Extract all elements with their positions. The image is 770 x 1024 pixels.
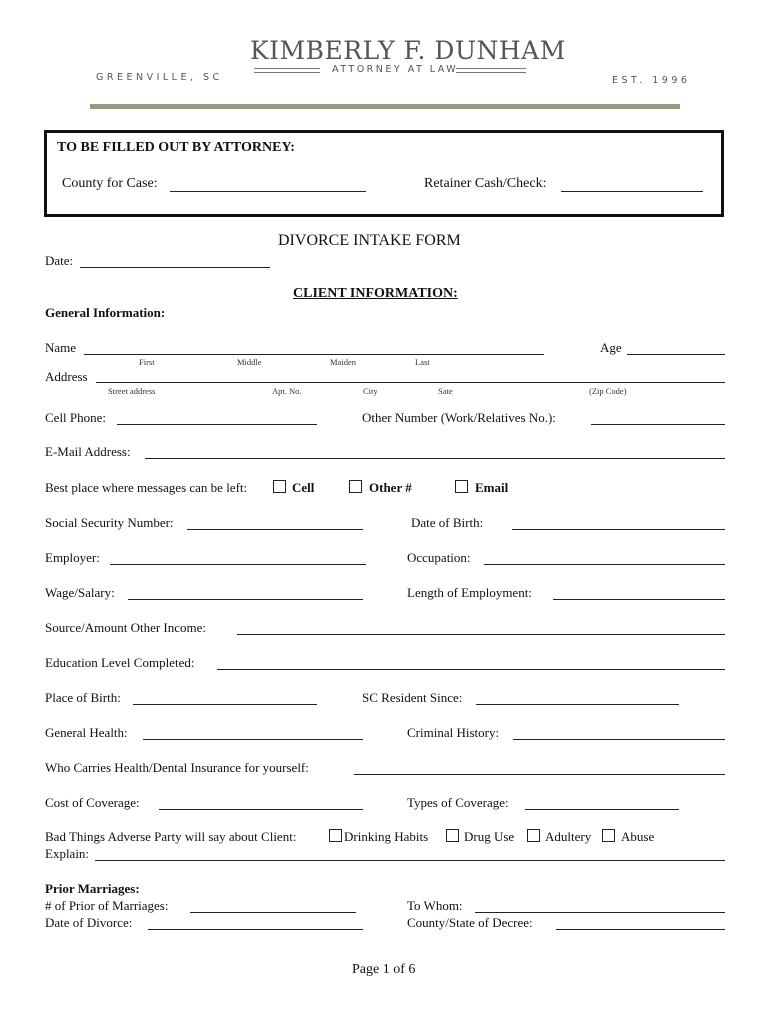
prior-count-field[interactable] [190, 912, 356, 913]
to-whom-field[interactable] [475, 912, 725, 913]
name-label: Name [45, 340, 77, 355]
client-info-title: CLIENT INFORMATION: [293, 286, 458, 301]
date-divorce-label: Date of Divorce: [45, 915, 133, 930]
firm-subtitle: ATTORNEY AT LAW [332, 64, 459, 75]
drug-checkbox[interactable] [446, 829, 459, 842]
name-hint-first: First [139, 357, 155, 367]
ssn-field[interactable] [187, 529, 363, 530]
abuse-option-label: Abuse [621, 829, 655, 844]
age-label: Age [600, 340, 622, 355]
length-employment-field[interactable] [553, 599, 725, 600]
firm-established: EST. 1996 [612, 75, 691, 86]
drinking-option-label: Drinking Habits [344, 829, 429, 844]
address-field[interactable] [96, 382, 725, 383]
header-rule-left-2 [254, 72, 320, 73]
employer-label: Employer: [45, 550, 100, 565]
address-hint-state: Sate [438, 386, 453, 396]
drug-option-label: Drug Use [464, 829, 515, 844]
age-field[interactable] [627, 354, 725, 355]
header-rule-right [456, 68, 526, 69]
prior-marriages-title: Prior Marriages: [45, 881, 140, 896]
wage-label: Wage/Salary: [45, 585, 115, 600]
adultery-checkbox[interactable] [527, 829, 540, 842]
attorney-box-title: TO BE FILLED OUT BY ATTORNEY: [57, 140, 295, 155]
county-decree-field[interactable] [556, 929, 725, 930]
date-label: Date: [45, 253, 74, 268]
cell-phone-label: Cell Phone: [45, 410, 107, 425]
address-hint-street: Street address [108, 386, 156, 396]
cell-checkbox[interactable] [273, 480, 286, 493]
retainer-label: Retainer Cash/Check: [424, 176, 547, 191]
email-label: E-Mail Address: [45, 444, 131, 459]
sc-resident-label: SC Resident Since: [362, 690, 463, 705]
sc-resident-field[interactable] [476, 704, 679, 705]
general-info-label: General Information: [45, 305, 166, 320]
abuse-checkbox[interactable] [602, 829, 615, 842]
dob-label: Date of Birth: [411, 515, 484, 530]
wage-field[interactable] [128, 599, 363, 600]
prior-count-label: # of Prior of Marriages: [45, 898, 169, 913]
other-checkbox[interactable] [349, 480, 362, 493]
name-hint-last: Last [415, 357, 430, 367]
address-hint-zip: (Zip Code) [589, 386, 627, 396]
general-health-field[interactable] [143, 739, 363, 740]
drinking-checkbox[interactable] [329, 829, 342, 842]
other-number-field[interactable] [591, 424, 725, 425]
general-health-label: General Health: [45, 725, 128, 740]
firm-location: GREENVILLE, SC [96, 72, 223, 83]
types-coverage-field[interactable] [525, 809, 679, 810]
form-title: DIVORCE INTAKE FORM [278, 232, 461, 249]
county-label: County for Case: [62, 176, 158, 191]
retainer-field[interactable] [561, 191, 703, 192]
criminal-history-label: Criminal History: [407, 725, 500, 740]
other-option-label: Other # [369, 480, 412, 495]
place-of-birth-label: Place of Birth: [45, 690, 121, 705]
employer-field[interactable] [110, 564, 366, 565]
firm-name: KIMBERLY F. DUNHAM [250, 36, 566, 65]
to-whom-label: To Whom: [407, 898, 463, 913]
county-decree-label: County/State of Decree: [407, 915, 533, 930]
header-rule-left [254, 68, 320, 69]
date-divorce-field[interactable] [148, 929, 363, 930]
length-employment-label: Length of Employment: [407, 585, 532, 600]
education-label: Education Level Completed: [45, 655, 195, 670]
name-hint-middle: Middle [237, 357, 262, 367]
place-of-birth-field[interactable] [133, 704, 317, 705]
cell-phone-field[interactable] [117, 424, 317, 425]
address-hint-city: City [363, 386, 378, 396]
email-checkbox[interactable] [455, 480, 468, 493]
ssn-label: Social Security Number: [45, 515, 174, 530]
cost-coverage-field[interactable] [159, 809, 363, 810]
dob-field[interactable] [512, 529, 725, 530]
header-rule-right-2 [456, 72, 526, 73]
adultery-option-label: Adultery [545, 829, 592, 844]
cost-coverage-label: Cost of Coverage: [45, 795, 140, 810]
email-field[interactable] [145, 458, 725, 459]
address-label: Address [45, 369, 88, 384]
name-hint-maiden: Maiden [330, 357, 356, 367]
explain-field[interactable] [95, 860, 725, 861]
occupation-field[interactable] [484, 564, 725, 565]
page-number: Page 1 of 6 [352, 962, 416, 977]
best-place-label: Best place where messages can be left: [45, 480, 248, 495]
header-divider [90, 104, 680, 109]
explain-label: Explain: [45, 846, 90, 861]
email-option-label: Email [475, 480, 509, 495]
insurance-field[interactable] [354, 774, 725, 775]
other-number-label: Other Number (Work/Relatives No.): [362, 410, 556, 425]
cell-option-label: Cell [292, 480, 315, 495]
address-hint-apt: Apt. No. [272, 386, 302, 396]
name-field[interactable] [84, 354, 544, 355]
occupation-label: Occupation: [407, 550, 471, 565]
bad-things-label: Bad Things Adverse Party will say about Client: [45, 829, 297, 844]
education-field[interactable] [217, 669, 725, 670]
insurance-label: Who Carries Health/Dental Insurance for yourself: [45, 760, 309, 775]
county-field[interactable] [170, 191, 366, 192]
other-income-label: Source/Amount Other Income: [45, 620, 207, 635]
criminal-history-field[interactable] [513, 739, 725, 740]
types-coverage-label: Types of Coverage: [407, 795, 509, 810]
other-income-field[interactable] [237, 634, 725, 635]
date-field[interactable] [80, 267, 270, 268]
